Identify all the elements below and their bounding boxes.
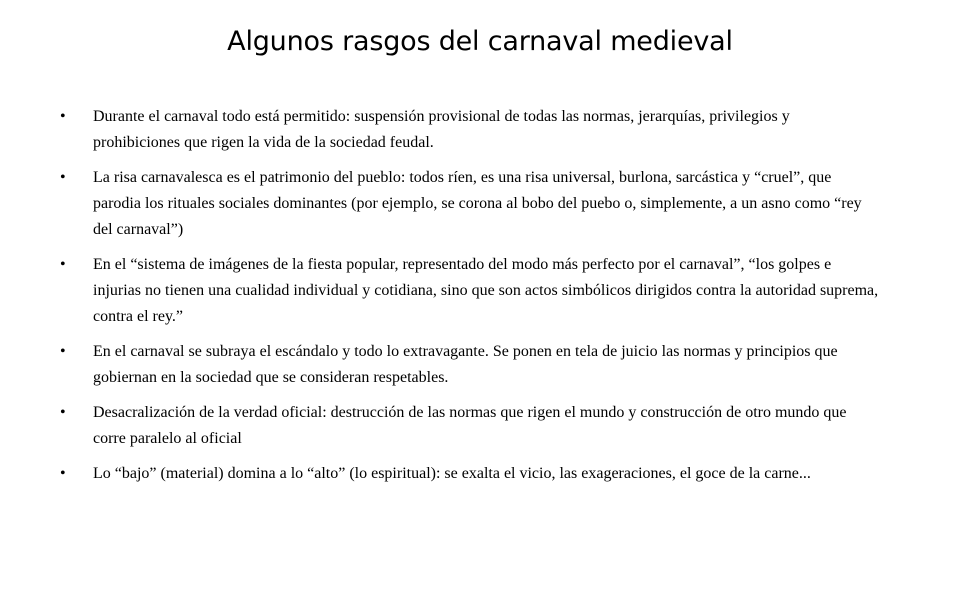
bullet-item — [60, 165, 880, 243]
bullet-text: Durante el carnaval todo está permitido: suspensión provisional de todas las normas, jerarquías, privilegios y prohibiciones que rigen la vida de la sociedad feudal. — [93, 108, 790, 151]
bullet-text: En el “sistema de imágenes de la fiesta popular, representado del modo más perfecto por el carnaval”, “los golpes e injurias no tienen una cualidad individual y cotidiana, sino que son actos simbólicos dirigidos contra la autoridad suprema, contra el rey.” — [93, 256, 879, 325]
bullet-icon: • — [60, 108, 66, 125]
bullet-item — [60, 339, 880, 391]
bullet-text: Desacralización de la verdad oficial: destrucción de las normas que rigen el mundo y construcción de otro mundo que corre paralelo al oficial — [93, 404, 847, 447]
bullet-list — [60, 104, 880, 496]
bullet-text: La risa carnavalesca es el patrimonio del pueblo: todos ríen, es una risa universal, burlona, sarcástica y “cruel”, que parodia los rituales sociales dominantes (por ejemplo, se corona al bobo del puebo o, simplemente, a un asno como “rey del carnaval”) — [93, 169, 862, 238]
bullet-item — [60, 252, 880, 330]
bullet-icon: • — [60, 169, 66, 186]
bullet-item — [60, 104, 880, 156]
bullet-text: Lo “bajo” (material) domina a lo “alto” (lo espiritual): se exalta el vicio, las exageraciones, el goce de la carne... — [93, 465, 811, 482]
bullet-icon: • — [60, 256, 66, 273]
bullet-icon: • — [60, 343, 66, 360]
bullet-icon: • — [60, 404, 66, 421]
bullet-text: En el carnaval se subraya el escándalo y todo lo extravagante. Se ponen en tela de juicio las normas y principios que gobiernan en la sociedad que se consideran respetables. — [93, 343, 838, 386]
bullet-item — [60, 400, 880, 452]
slide-title: Algunos rasgos del carnaval medieval — [227, 26, 733, 57]
bullet-item — [60, 461, 880, 487]
bullet-icon: • — [60, 465, 66, 482]
